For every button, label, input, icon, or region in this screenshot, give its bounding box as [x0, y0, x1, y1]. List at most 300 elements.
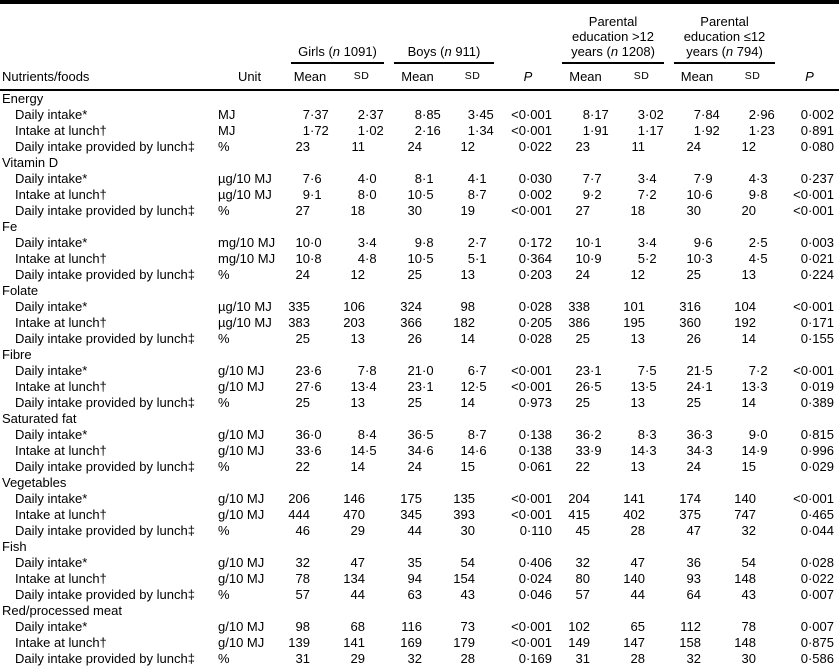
cell-p-education: 0·891 — [800, 123, 834, 138]
unit-cell: % — [218, 139, 230, 154]
cell-pe-low-sd: 30 — [741, 651, 756, 666]
cell-boys-sd: 19 — [460, 203, 475, 218]
cell-girls-sd: 12 — [350, 267, 365, 282]
cell-pe-high-mean: 33·9 — [575, 443, 602, 458]
cell-p-education: 0·155 — [800, 331, 834, 346]
cell-girls-sd: 470 — [343, 507, 365, 522]
cell-girls-sd: 7·8 — [357, 363, 377, 378]
cell-girls-mean: 383 — [288, 315, 310, 330]
cell-pe-high-mean: 415 — [568, 507, 590, 522]
cell-p-sex: 0·110 — [519, 523, 552, 538]
cell-boys-mean: 10·5 — [407, 187, 434, 202]
cell-pe-high-sd: 14·3 — [630, 443, 657, 458]
row-label: Intake at lunch† — [15, 635, 107, 650]
cell-girls-mean: 24 — [295, 267, 310, 282]
cell-pe-low-sd: 20 — [741, 203, 756, 218]
cell-pe-high-sd: 47 — [630, 555, 645, 570]
cell-p-education: 0·875 — [800, 635, 834, 650]
cell-pe-high-mean: 25 — [575, 331, 590, 346]
cell-girls-sd: 4·0 — [357, 171, 377, 186]
cell-pe-high-mean: 386 — [568, 315, 590, 330]
row-label: Daily intake provided by lunch‡ — [15, 587, 195, 602]
cell-boys-sd: 54 — [460, 555, 475, 570]
cell-pe-low-mean: 7·84 — [693, 107, 720, 122]
cell-boys-mean: 10·5 — [407, 251, 434, 266]
cell-pe-high-mean: 26·5 — [575, 379, 602, 394]
col-header-mean-pe-high: Mean — [557, 64, 614, 90]
cell-pe-low-sd: 54 — [741, 555, 756, 570]
cell-girls-sd: 134 — [343, 571, 365, 586]
data-row — [0, 651, 839, 670]
row-label: Daily intake provided by lunch‡ — [15, 203, 195, 218]
group-row — [0, 283, 839, 299]
cell-pe-high-sd: 8·3 — [637, 427, 657, 442]
col-header-p-education: P — [780, 64, 839, 90]
data-row — [0, 555, 839, 571]
cell-pe-low-mean: 9·6 — [693, 235, 713, 250]
spanner-boys-label: Boys (n 911) — [394, 44, 494, 64]
cell-p-education: 0·815 — [800, 427, 834, 442]
spanner-parental-high-label: Parental education >12 years (n 1208) — [562, 14, 664, 64]
cell-pe-high-sd: 3·4 — [637, 235, 657, 250]
spanner-girls — [286, 2, 389, 64]
cell-boys-mean: 63 — [407, 587, 422, 602]
cell-pe-high-mean: 102 — [568, 619, 590, 634]
spanner-parental-high — [557, 2, 669, 64]
cell-p-education: 0·224 — [800, 267, 834, 282]
row-label: Daily intake* — [15, 491, 88, 506]
cell-boys-mean: 94 — [407, 571, 422, 586]
unit-cell: µg/10 MJ — [218, 187, 272, 202]
cell-pe-high-sd: 5·2 — [637, 251, 657, 266]
cell-boys-mean: 116 — [401, 619, 422, 634]
col-header-sd-boys: SD — [446, 64, 499, 90]
cell-boys-mean: 169 — [400, 635, 422, 650]
row-label: Daily intake* — [15, 555, 88, 570]
cell-pe-low-mean: 24·1 — [686, 379, 713, 394]
cell-girls-mean: 10·0 — [295, 235, 322, 250]
cell-girls-sd: 2·37 — [357, 107, 384, 122]
col-header-mean-pe-low: Mean — [669, 64, 725, 90]
group-label: Vitamin D — [2, 155, 59, 170]
data-row — [0, 187, 839, 203]
cell-pe-low-sd: 43 — [741, 587, 756, 602]
cell-p-sex: <0·001 — [511, 635, 552, 650]
cell-p-education: 0·996 — [800, 443, 834, 458]
cell-pe-high-sd: 28 — [630, 523, 645, 538]
cell-boys-sd: 43 — [460, 587, 475, 602]
unit-cell: % — [218, 523, 230, 538]
cell-girls-mean: 444 — [288, 507, 310, 522]
cell-p-education: 0·007 — [800, 619, 834, 634]
cell-pe-high-mean: 10·1 — [575, 235, 602, 250]
cell-pe-low-sd: 192 — [734, 315, 756, 330]
row-label: Intake at lunch† — [15, 571, 107, 586]
cell-girls-sd: 13 — [350, 395, 365, 410]
cell-pe-high-mean: 24 — [575, 267, 590, 282]
cell-pe-high-mean: 36·2 — [575, 427, 602, 442]
cell-p-sex: 0·203 — [518, 267, 552, 282]
cell-girls-sd: 8·0 — [357, 187, 377, 202]
data-row — [0, 251, 839, 267]
cell-pe-high-sd: 7·2 — [637, 187, 657, 202]
cell-pe-high-mean: 338 — [568, 299, 590, 314]
cell-p-education: 0·237 — [800, 171, 834, 186]
cell-boys-mean: 44 — [407, 523, 422, 538]
cell-pe-low-mean: 32 — [686, 651, 701, 666]
spanner-blank-p1 — [499, 2, 557, 64]
cell-girls-mean: 98 — [295, 619, 310, 634]
row-label: Daily intake* — [15, 171, 88, 186]
cell-pe-high-mean: 22 — [575, 459, 590, 474]
cell-p-education: 0·080 — [800, 139, 834, 154]
cell-pe-high-mean: 23·1 — [575, 363, 602, 378]
unit-cell: g/10 MJ — [218, 555, 265, 570]
cell-girls-sd: 29 — [350, 651, 365, 666]
cell-boys-mean: 21·0 — [407, 363, 434, 378]
cell-girls-sd: 146 — [343, 491, 365, 506]
cell-boys-mean: 35 — [407, 555, 422, 570]
cell-boys-mean: 24 — [407, 459, 422, 474]
group-row — [0, 90, 839, 107]
cell-pe-low-mean: 36·3 — [686, 427, 713, 442]
cell-p-education: 0·022 — [800, 571, 834, 586]
cell-pe-high-sd: 7·5 — [637, 363, 657, 378]
cell-boys-mean: 32 — [407, 651, 422, 666]
cell-pe-low-mean: 21·5 — [686, 363, 713, 378]
cell-girls-sd: 47 — [350, 555, 365, 570]
cell-pe-low-sd: 4·5 — [748, 251, 768, 266]
cell-girls-sd: 203 — [343, 315, 365, 330]
group-label: Fe — [2, 219, 18, 234]
cell-pe-high-sd: 3·02 — [637, 107, 664, 122]
spanner-parental-low — [669, 2, 780, 64]
cell-pe-low-sd: 148 — [734, 635, 756, 650]
row-label: Intake at lunch† — [15, 379, 107, 394]
data-row — [0, 299, 839, 315]
cell-boys-sd: 14 — [460, 331, 475, 346]
cell-p-sex: <0·001 — [511, 507, 552, 522]
unit-cell: MJ — [218, 123, 236, 138]
cell-boys-sd: 8·7 — [467, 187, 487, 202]
cell-pe-high-mean: 1·91 — [582, 123, 609, 138]
group-row — [0, 219, 839, 235]
cell-boys-mean: 24 — [407, 139, 422, 154]
cell-pe-high-sd: 12 — [630, 267, 645, 282]
cell-boys-sd: 5·1 — [467, 251, 487, 266]
cell-boys-sd: 1·34 — [467, 123, 494, 138]
cell-girls-sd: 3·4 — [357, 235, 377, 250]
spanner-parental-low-label: Parental education ≤12 years (n 794) — [674, 14, 775, 64]
data-row — [0, 395, 839, 411]
cell-pe-low-sd: 14·9 — [741, 443, 768, 458]
cell-girls-mean: 7·6 — [302, 171, 322, 186]
cell-girls-sd: 14 — [350, 459, 365, 474]
cell-girls-mean: 206 — [288, 491, 310, 506]
cell-p-education: 0·029 — [800, 459, 834, 474]
group-row — [0, 603, 839, 619]
row-label: Daily intake provided by lunch‡ — [15, 523, 195, 538]
unit-cell: MJ — [218, 107, 236, 122]
cell-pe-low-sd: 12 — [741, 139, 756, 154]
cell-pe-low-mean: 24 — [686, 459, 701, 474]
col-header-nutrients: Nutrients/foods — [0, 64, 213, 90]
group-row — [0, 411, 839, 427]
cell-girls-mean: 1·72 — [302, 123, 329, 138]
cell-pe-low-sd: 747 — [734, 507, 756, 522]
cell-boys-sd: 6·7 — [467, 363, 487, 378]
group-row — [0, 475, 839, 491]
unit-cell: g/10 MJ — [218, 491, 265, 506]
data-row — [0, 379, 839, 395]
cell-girls-mean: 27 — [295, 203, 310, 218]
cell-pe-low-sd: 9·8 — [748, 187, 768, 202]
cell-pe-low-mean: 316 — [679, 299, 701, 314]
cell-pe-high-mean: 27 — [575, 203, 590, 218]
unit-cell: µg/10 MJ — [218, 315, 272, 330]
cell-p-sex: 0·364 — [518, 251, 552, 266]
cell-pe-low-sd: 14 — [741, 331, 756, 346]
cell-pe-low-mean: 47 — [686, 523, 701, 538]
cell-pe-low-sd: 14 — [741, 395, 756, 410]
cell-boys-mean: 345 — [400, 507, 422, 522]
cell-pe-low-mean: 112 — [680, 619, 701, 634]
cell-p-sex: <0·001 — [511, 203, 552, 218]
cell-girls-mean: 27·6 — [295, 379, 322, 394]
cell-p-education: <0·001 — [793, 203, 834, 218]
cell-boys-mean: 324 — [400, 299, 422, 314]
cell-pe-high-mean: 80 — [575, 571, 590, 586]
cell-p-sex: <0·001 — [511, 107, 552, 122]
cell-girls-mean: 33·6 — [295, 443, 322, 458]
data-row — [0, 139, 839, 155]
cell-girls-sd: 13 — [350, 331, 365, 346]
unit-cell: % — [218, 203, 230, 218]
cell-p-sex: 0·061 — [518, 459, 552, 474]
cell-girls-mean: 32 — [295, 555, 310, 570]
column-header-row — [0, 64, 839, 90]
cell-pe-high-sd: 1·17 — [637, 123, 664, 138]
unit-cell: % — [218, 395, 230, 410]
row-label: Intake at lunch† — [15, 315, 107, 330]
cell-boys-sd: 12·5 — [460, 379, 487, 394]
cell-pe-low-sd: 2·96 — [748, 107, 775, 122]
cell-boys-mean: 23·1 — [407, 379, 434, 394]
cell-girls-sd: 11 — [351, 139, 365, 154]
group-row — [0, 347, 839, 363]
cell-girls-mean: 46 — [295, 523, 310, 538]
cell-pe-low-mean: 34·3 — [686, 443, 713, 458]
cell-pe-low-mean: 30 — [686, 203, 701, 218]
data-row — [0, 619, 839, 635]
cell-boys-sd: 98 — [460, 299, 475, 314]
data-row — [0, 443, 839, 459]
cell-pe-low-sd: 78 — [741, 619, 756, 634]
row-label: Daily intake* — [15, 235, 88, 250]
spanner-blank-left — [0, 2, 286, 64]
cell-p-education: 0·586 — [800, 651, 834, 666]
row-label: Daily intake provided by lunch‡ — [15, 459, 195, 474]
unit-cell: g/10 MJ — [218, 507, 265, 522]
cell-p-education: 0·044 — [800, 523, 834, 538]
row-label: Daily intake provided by lunch‡ — [15, 139, 195, 154]
cell-pe-low-mean: 36 — [686, 555, 701, 570]
cell-girls-sd: 106 — [343, 299, 365, 314]
col-header-sd-pe-low: SD — [725, 64, 780, 90]
cell-boys-sd: 14 — [460, 395, 475, 410]
cell-boys-mean: 25 — [407, 395, 422, 410]
unit-cell: % — [218, 587, 230, 602]
cell-girls-sd: 29 — [350, 523, 365, 538]
data-row — [0, 459, 839, 475]
data-row — [0, 331, 839, 347]
row-label: Intake at lunch† — [15, 443, 107, 458]
cell-p-sex: 0·205 — [518, 315, 552, 330]
cell-pe-high-mean: 149 — [568, 635, 590, 650]
group-label: Saturated fat — [2, 411, 77, 426]
cell-pe-low-mean: 64 — [686, 587, 701, 602]
col-header-mean-boys: Mean — [389, 64, 446, 90]
cell-p-education: 0·171 — [800, 315, 834, 330]
unit-cell: mg/10 MJ — [218, 251, 276, 266]
cell-pe-high-mean: 25 — [575, 395, 590, 410]
data-row — [0, 171, 839, 187]
group-label: Fish — [2, 539, 27, 554]
cell-pe-low-sd: 4·3 — [748, 171, 768, 186]
unit-cell: mg/10 MJ — [218, 235, 276, 250]
cell-boys-sd: 14·6 — [460, 443, 487, 458]
data-row — [0, 587, 839, 603]
spanner-blank-p2 — [780, 2, 839, 64]
row-label: Intake at lunch† — [15, 187, 107, 202]
cell-pe-high-mean: 204 — [568, 491, 590, 506]
cell-girls-sd: 141 — [343, 635, 365, 650]
cell-pe-low-mean: 158 — [679, 635, 701, 650]
group-row — [0, 539, 839, 555]
cell-girls-mean: 25 — [295, 395, 310, 410]
spanner-row — [0, 2, 839, 64]
cell-boys-sd: 393 — [453, 507, 475, 522]
cell-boys-mean: 36·5 — [407, 427, 434, 442]
spanner-girls-label: Girls (n 1091) — [291, 44, 384, 64]
row-label: Daily intake* — [15, 299, 88, 314]
cell-p-sex: 0·030 — [518, 171, 552, 186]
row-label: Daily intake provided by lunch‡ — [15, 651, 195, 666]
cell-p-sex: 0·138 — [518, 443, 552, 458]
data-row — [0, 123, 839, 139]
spanner-boys — [389, 2, 499, 64]
col-header-sd-pe-high: SD — [614, 64, 669, 90]
cell-boys-mean: 8·1 — [414, 171, 434, 186]
cell-pe-low-mean: 26 — [686, 331, 701, 346]
cell-boys-sd: 15 — [460, 459, 475, 474]
cell-pe-high-mean: 32 — [575, 555, 590, 570]
cell-pe-high-sd: 13 — [630, 459, 645, 474]
data-row — [0, 571, 839, 587]
cell-pe-low-mean: 25 — [686, 395, 701, 410]
cell-pe-low-sd: 13·3 — [741, 379, 768, 394]
cell-boys-mean: 25 — [407, 267, 422, 282]
cell-pe-high-sd: 44 — [630, 587, 645, 602]
cell-pe-high-sd: 65 — [630, 619, 645, 634]
cell-boys-mean: 9·8 — [414, 235, 434, 250]
cell-pe-high-sd: 141 — [623, 491, 645, 506]
cell-girls-sd: 18 — [350, 203, 365, 218]
row-label: Daily intake provided by lunch‡ — [15, 331, 195, 346]
cell-pe-low-sd: 9·0 — [748, 427, 768, 442]
cell-boys-sd: 2·7 — [467, 235, 487, 250]
cell-boys-mean: 26 — [407, 331, 422, 346]
cell-pe-low-mean: 375 — [679, 507, 701, 522]
unit-cell: g/10 MJ — [218, 363, 265, 378]
cell-p-education: <0·001 — [793, 491, 834, 506]
cell-pe-low-sd: 2·5 — [748, 235, 768, 250]
cell-girls-mean: 10·8 — [295, 251, 322, 266]
cell-p-sex: 0·973 — [518, 395, 552, 410]
cell-pe-high-sd: 195 — [623, 315, 645, 330]
data-row — [0, 235, 839, 251]
cell-boys-sd: 30 — [460, 523, 475, 538]
cell-p-sex: 0·002 — [518, 187, 552, 202]
cell-pe-high-sd: 11 — [631, 139, 645, 154]
cell-girls-sd: 13·4 — [350, 379, 377, 394]
cell-boys-mean: 2·16 — [414, 123, 441, 138]
data-row — [0, 507, 839, 523]
cell-boys-sd: 12 — [460, 139, 475, 154]
cell-pe-low-sd: 15 — [741, 459, 756, 474]
cell-p-education: 0·465 — [800, 507, 834, 522]
cell-pe-low-mean: 93 — [686, 571, 701, 586]
cell-girls-sd: 4·8 — [357, 251, 377, 266]
unit-cell: % — [218, 651, 230, 666]
group-label: Red/processed meat — [2, 603, 122, 618]
cell-pe-high-mean: 9·2 — [582, 187, 602, 202]
cell-pe-high-sd: 402 — [623, 507, 645, 522]
cell-girls-mean: 23 — [295, 139, 310, 154]
cell-boys-sd: 8·7 — [467, 427, 487, 442]
data-row — [0, 523, 839, 539]
row-label: Intake at lunch† — [15, 123, 107, 138]
cell-boys-sd: 179 — [453, 635, 475, 650]
cell-p-sex: 0·022 — [518, 139, 552, 154]
cell-girls-mean: 23·6 — [295, 363, 322, 378]
unit-cell: g/10 MJ — [218, 619, 265, 634]
cell-p-education: 0·021 — [800, 251, 834, 266]
group-label: Fibre — [2, 347, 32, 362]
cell-pe-high-mean: 31 — [575, 651, 590, 666]
cell-pe-high-sd: 18 — [630, 203, 645, 218]
cell-p-sex: 0·028 — [518, 299, 552, 314]
cell-pe-low-sd: 140 — [734, 491, 756, 506]
group-label: Folate — [2, 283, 39, 298]
cell-p-education: 0·028 — [800, 555, 834, 570]
cell-pe-low-mean: 10·3 — [686, 251, 713, 266]
cell-boys-mean: 366 — [400, 315, 422, 330]
cell-pe-low-mean: 7·9 — [693, 171, 713, 186]
col-header-p-sex: P — [499, 64, 557, 90]
cell-girls-mean: 36·0 — [295, 427, 322, 442]
row-label: Daily intake* — [15, 107, 88, 122]
cell-p-education: <0·001 — [793, 187, 834, 202]
cell-girls-sd: 68 — [350, 619, 365, 634]
row-label: Intake at lunch† — [15, 251, 107, 266]
cell-pe-high-sd: 3·4 — [637, 171, 657, 186]
cell-pe-low-sd: 32 — [741, 523, 756, 538]
col-header-unit: Unit — [213, 64, 286, 90]
cell-boys-sd: 3·45 — [467, 107, 494, 122]
cell-boys-sd: 28 — [460, 651, 475, 666]
cell-pe-high-mean: 8·17 — [582, 107, 609, 122]
